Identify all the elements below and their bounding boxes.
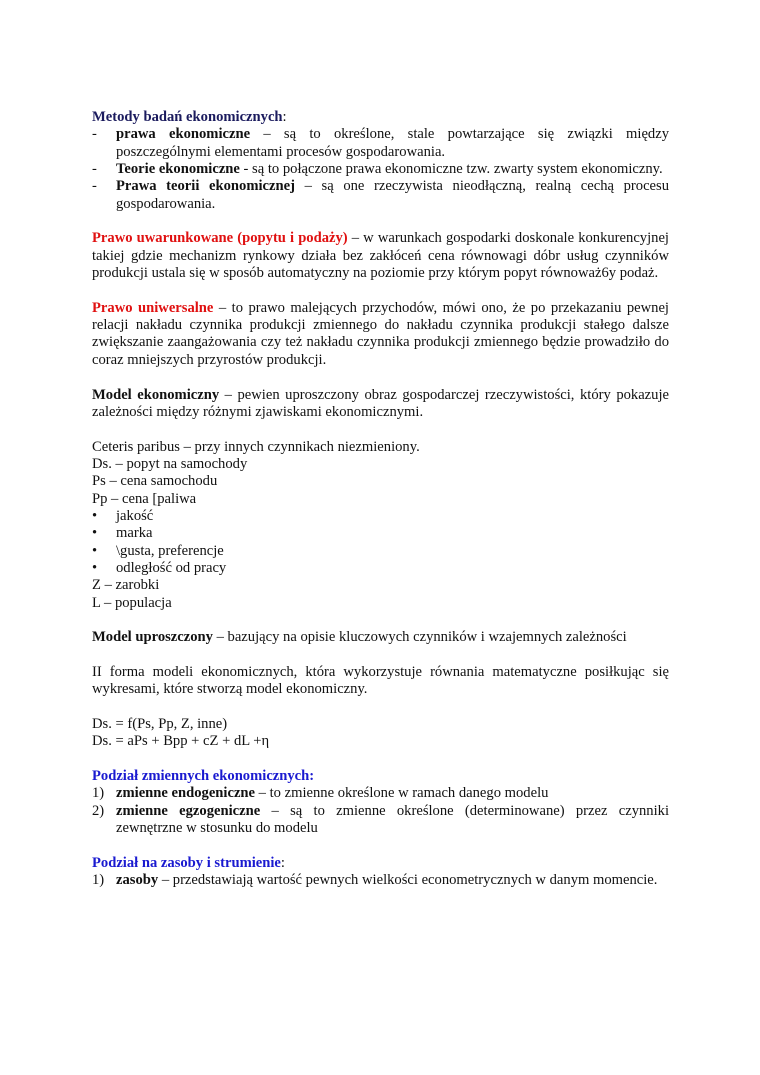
paragraph-prawo-uwarunkowane xyxy=(92,230,669,282)
definition: – są to określone, stale powtarzające się związki między poszczególnymi elementami procesów gospodarowania. xyxy=(116,126,669,160)
section-heading-methods xyxy=(92,109,669,126)
item-text: odległość od pracy xyxy=(116,559,227,576)
definition: – są to zmienne określone (determinowane) przez czynniki zewnętrzne w stosunku do modelu xyxy=(116,802,669,837)
list-item xyxy=(92,525,669,542)
bullet-icon: • xyxy=(92,559,98,576)
number-marker: 1) xyxy=(92,785,105,802)
methods-list xyxy=(92,126,669,213)
term: Prawa teorii ekonomicznej xyxy=(116,178,295,195)
text-line: Ds. – popyt na samochody xyxy=(92,455,248,472)
dash-marker: - xyxy=(92,178,97,195)
term: Prawo uniwersalne xyxy=(92,299,214,316)
definition: – to zmienne określone w ramach danego modelu xyxy=(255,785,549,802)
paragraph-model-uproszczony xyxy=(92,629,669,646)
definition: – przedstawiają wartość pewnych wielkości econometrycznych w danym momencie. xyxy=(158,872,658,889)
list-item xyxy=(92,872,669,889)
term: Teorie ekonomiczne xyxy=(116,161,240,178)
item-text: jakość xyxy=(116,507,154,524)
section-heading-variables: Podział zmiennych ekonomicznych: xyxy=(92,768,315,785)
term: Model ekonomiczny xyxy=(92,386,220,403)
list-item xyxy=(92,560,669,577)
paragraph-forma-modeli: II forma modeli ekonomicznych, która wykorzystuje równania matematyczne posiłkując się wykresami, które stworzą model ekonomiczny. xyxy=(92,664,669,698)
text-line: Ceteris paribus – przy innych czynnikach niezmieniony. xyxy=(92,438,420,455)
item-text: marka xyxy=(116,525,153,542)
variables-list xyxy=(92,785,669,837)
paragraph-prawo-uniwersalne xyxy=(92,300,669,369)
document-page xyxy=(92,109,669,889)
equation: Ds. = f(Ps, Pp, Z, inne) xyxy=(92,716,228,733)
paragraph-model-ekonomiczny xyxy=(92,387,669,422)
definitions-block xyxy=(92,439,669,612)
dash-marker: - xyxy=(92,161,97,178)
definition: – bazujący na opisie kluczowych czynników i wzajemnych zależności xyxy=(212,629,627,646)
text-line: L – populacja xyxy=(92,594,172,611)
factor-list xyxy=(92,508,669,577)
list-item xyxy=(92,178,669,213)
definition: – w warunkach gospodarki doskonale konkurencyjnej takiej gdzie mechanizm rynkowy działa bez zakłóceń cena równowagi dóbr usług czynników produkcji ustala się w sposób automatyczny na poziomie przy którym popyt równoważ6y podaż. xyxy=(92,230,669,282)
list-item xyxy=(92,508,669,525)
heading-colon: : xyxy=(280,854,285,871)
term: Model uproszczony xyxy=(92,629,213,646)
list-item xyxy=(92,126,669,161)
definition: – pewien uproszczony obraz gospodarczej rzeczywistości, który pokazuje zależności między różnymi zjawiskami ekonomicznymi. xyxy=(92,386,669,420)
text-line: Ps – cena samochodu xyxy=(92,473,218,490)
term: zmienne endogeniczne xyxy=(116,785,256,802)
heading-text: Podział na zasoby i strumienie xyxy=(92,854,281,871)
stocks-list xyxy=(92,872,669,889)
heading-colon: : xyxy=(282,109,287,125)
section-heading-stocks-flows xyxy=(92,855,669,872)
text-line: Pp – cena [paliwa xyxy=(92,490,197,507)
definition: – są one rzeczywista nieodłączną, realną cechą procesu gospodarowania. xyxy=(116,178,670,212)
dash-marker: - xyxy=(92,126,97,143)
term: prawa ekonomiczne xyxy=(116,126,251,143)
bullet-icon: • xyxy=(92,525,98,542)
definition: - są to połączone prawa ekonomiczne tzw. zwarty system ekonomiczny. xyxy=(239,161,663,178)
text-line: Z – zarobki xyxy=(92,577,160,594)
item-text: \gusta, preferencje xyxy=(116,542,224,559)
number-marker: 1) xyxy=(92,872,105,889)
definition: – to prawo malejących przychodów, mówi ono, że po przekazaniu pewnej relacji nakładu czynnika produkcji zmiennego do nakładu czynnika produkcji stałego dalsze zwiększanie zaangażowania czy też nakładu czynnika produkcji zmiennego będzie prowadziło do coraz mniejszych przyrostów produkcji. xyxy=(92,299,669,368)
heading-text: Metody badań ekonomicznych xyxy=(92,109,283,125)
list-item xyxy=(92,785,669,802)
list-item xyxy=(92,803,669,838)
term: zmienne egzogeniczne xyxy=(116,802,261,819)
equation: Ds. = aPs + Bpp + cZ + dL +η xyxy=(92,733,270,750)
term: zasoby xyxy=(116,872,159,889)
term: Prawo uwarunkowane (popytu i podaży) xyxy=(92,230,348,247)
list-item xyxy=(92,161,669,178)
list-item xyxy=(92,543,669,560)
number-marker: 2) xyxy=(92,802,105,819)
bullet-icon: • xyxy=(92,542,98,559)
bullet-icon: • xyxy=(92,507,98,524)
